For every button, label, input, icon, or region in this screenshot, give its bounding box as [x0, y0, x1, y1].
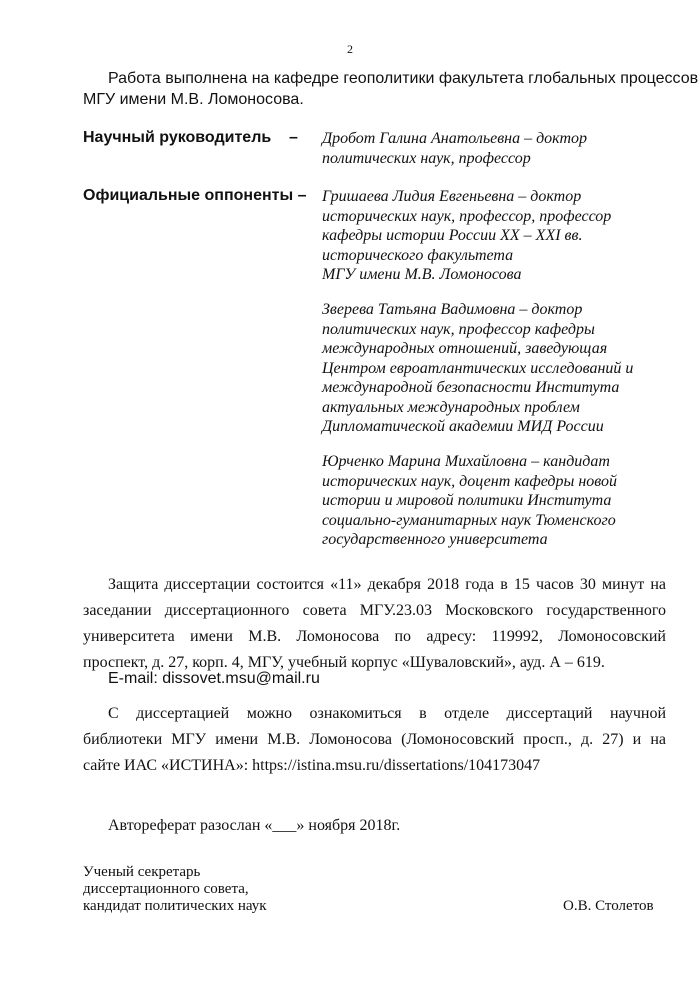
- secretary-line: кандидат политических наук: [83, 898, 267, 914]
- opponents-label: Официальные оппоненты –: [83, 187, 307, 204]
- supervisor-info: [322, 129, 587, 168]
- defense-line: Защита диссертации состоится «11» декабря 2018 года в 15 часов 30 минут на: [108, 576, 666, 593]
- secretary-name: О.В. Столетов: [563, 898, 654, 914]
- abstract-sent-date: Автореферат разослан «___» ноября 2018г.: [108, 817, 401, 834]
- library-line: С диссертацией можно ознакомиться в отделе диссертаций научной: [108, 705, 666, 722]
- library-line: библиотеки МГУ имени М.В. Ломоносова (Ломоносовский просп., д. 27) и на: [83, 731, 666, 748]
- opponent-1-line: МГУ имени М.В. Ломоносова: [322, 266, 522, 283]
- opponent-3-line: истории и мировой политики Института: [322, 492, 612, 509]
- defense-line: заседании диссертационного совета МГУ.23.03 Московского государственного: [83, 602, 666, 619]
- opponent-2-line: Зверева Татьяна Вадимовна – доктор: [322, 301, 583, 318]
- opponent-1-line: исторических наук, профессор, профессор: [322, 207, 612, 225]
- defense-line: проспект, д. 27, корп. 4, МГУ, учебный корпус «Шуваловский», ауд. А – 619.: [83, 654, 605, 671]
- contact-email[interactable]: E-mail: dissovet.msu@mail.ru: [108, 670, 320, 687]
- supervisor-line: политических наук, профессор: [322, 149, 531, 167]
- supervisor-label: Научный руководитель: [83, 129, 272, 146]
- opponent-2-line: Дипломатической академии МИД России: [322, 418, 604, 435]
- opponent-3-line: государственного университета: [322, 531, 548, 548]
- opponent-3-line: Юрченко Марина Михайловна – кандидат: [322, 453, 610, 470]
- opponent-3-line: социально-гуманитарных наук Тюменского: [322, 511, 616, 529]
- opponent-1-line: Гришаева Лидия Евгеньевна – доктор: [322, 188, 582, 205]
- opponent-2-line: политических наук, профессор кафедры: [322, 320, 595, 338]
- intro-line-2: МГУ имени М.В. Ломоносова.: [83, 91, 304, 108]
- secretary-block: [83, 864, 267, 915]
- opponent-3-line: исторических наук, доцент кафедры новой: [322, 472, 618, 490]
- supervisor-dash: –: [289, 129, 298, 146]
- library-line[interactable]: сайте ИАС «ИСТИНА»: https://istina.msu.ru/dissertations/104173047: [83, 757, 541, 774]
- library-paragraph: [83, 701, 666, 779]
- secretary-line: Ученый секретарь: [83, 864, 201, 880]
- opponent-1-line: кафедры истории России XX – XXI вв.: [322, 227, 583, 244]
- opponent-1-line: исторического факультета: [322, 246, 514, 264]
- page-number: 2: [347, 42, 353, 56]
- opponent-3: [322, 452, 617, 550]
- supervisor-line: Дробот Галина Анатольевна – доктор: [322, 130, 588, 147]
- opponent-2-line: международной безопасности Института: [322, 379, 620, 396]
- secretary-line: диссертационного совета,: [83, 881, 249, 897]
- opponent-2: [322, 300, 633, 437]
- defense-paragraph: [83, 572, 666, 676]
- opponent-2-line: международных отношений, заведующая: [322, 340, 608, 357]
- opponent-2-line: Центром евроатлантических исследований и: [322, 359, 634, 377]
- opponent-2-line: актуальных международных проблем: [322, 398, 580, 416]
- defense-line: университета имени М.В. Ломоносова по адресу: 119992, Ломоносовский: [83, 628, 666, 645]
- opponent-1: [322, 187, 611, 285]
- intro-line-1: Работа выполнена на кафедре геополитики факультета глобальных процессов: [108, 70, 699, 87]
